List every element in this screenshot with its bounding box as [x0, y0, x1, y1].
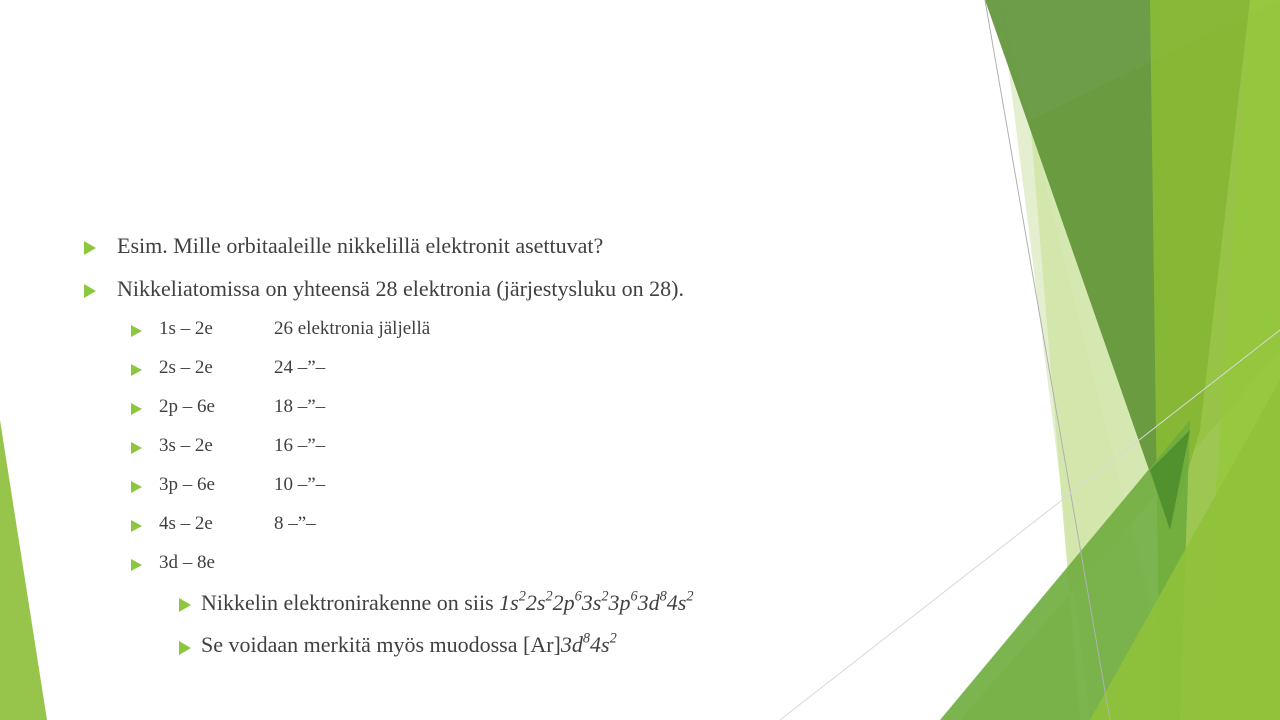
bullet-marker	[131, 520, 142, 532]
remaining-electrons: 16 –”–	[274, 435, 326, 456]
remaining-electrons: 26 elektronia jäljellä	[274, 318, 431, 339]
bullet-marker	[131, 442, 142, 454]
electron-configuration-line	[201, 590, 694, 616]
remaining-electrons: 24 –”–	[274, 357, 326, 378]
electron-count-superscript: 8	[659, 588, 667, 605]
bullet-marker	[131, 325, 142, 337]
orbital-term: 2s	[525, 590, 546, 615]
bullet-text-electron-count: Nikkeliatomissa on yhteensä 28 elektronia (järjestysluku on 28).	[117, 276, 684, 301]
config-formula	[499, 590, 693, 615]
electron-count-superscript: 6	[630, 588, 638, 605]
bullet-marker	[131, 403, 142, 415]
orbital-term: 4s	[666, 590, 687, 615]
orbital-label: 1s – 2e	[159, 318, 213, 339]
orbital-term: 3s	[581, 590, 602, 615]
orbital-label: 3p – 6e	[159, 474, 215, 495]
short-notation-line	[201, 632, 617, 658]
electron-count-superscript: 2	[601, 588, 609, 605]
electron-count-superscript: 2	[545, 588, 553, 605]
orbital-term: 3p	[608, 590, 631, 615]
orbital-label: 2s – 2e	[159, 357, 213, 378]
orbital-term: 2p	[552, 590, 575, 615]
orbital-label: 2p – 6e	[159, 396, 215, 417]
bullet-marker	[84, 284, 96, 298]
bullet-marker	[131, 364, 142, 376]
orbital-term: 1s	[499, 590, 519, 615]
orbital-label: 3d – 8e	[159, 552, 215, 573]
bullet-marker	[84, 241, 96, 255]
electron-count-superscript: 8	[582, 630, 591, 647]
electron-count-superscript: 2	[609, 630, 617, 647]
orbital-term: 3d	[560, 632, 583, 657]
electron-count-superscript: 6	[574, 588, 582, 605]
bullet-marker	[179, 641, 191, 655]
remaining-electrons: 10 –”–	[274, 474, 326, 495]
config-prefix: Nikkelin elektronirakenne on siis	[201, 590, 500, 615]
bullet-marker	[131, 481, 142, 493]
orbital-label: 3s – 2e	[159, 435, 213, 456]
short-prefix: Se voidaan merkitä myös muodossa [Ar]	[201, 632, 561, 657]
electron-count-superscript: 2	[518, 588, 526, 605]
orbital-term: 3d	[637, 590, 660, 615]
remaining-electrons: 8 –”–	[274, 513, 316, 534]
remaining-electrons: 18 –”–	[274, 396, 326, 417]
bullet-marker	[179, 598, 191, 612]
short-formula	[561, 632, 617, 657]
bullet-text-example-question: Esim. Mille orbitaaleille nikkelillä elektronit asettuvat?	[117, 233, 604, 258]
orbital-label: 4s – 2e	[159, 513, 213, 534]
orbital-term: 4s	[590, 632, 610, 657]
left-green-sliver	[0, 420, 47, 720]
electron-count-superscript: 2	[686, 588, 694, 605]
bullet-marker	[131, 559, 142, 571]
